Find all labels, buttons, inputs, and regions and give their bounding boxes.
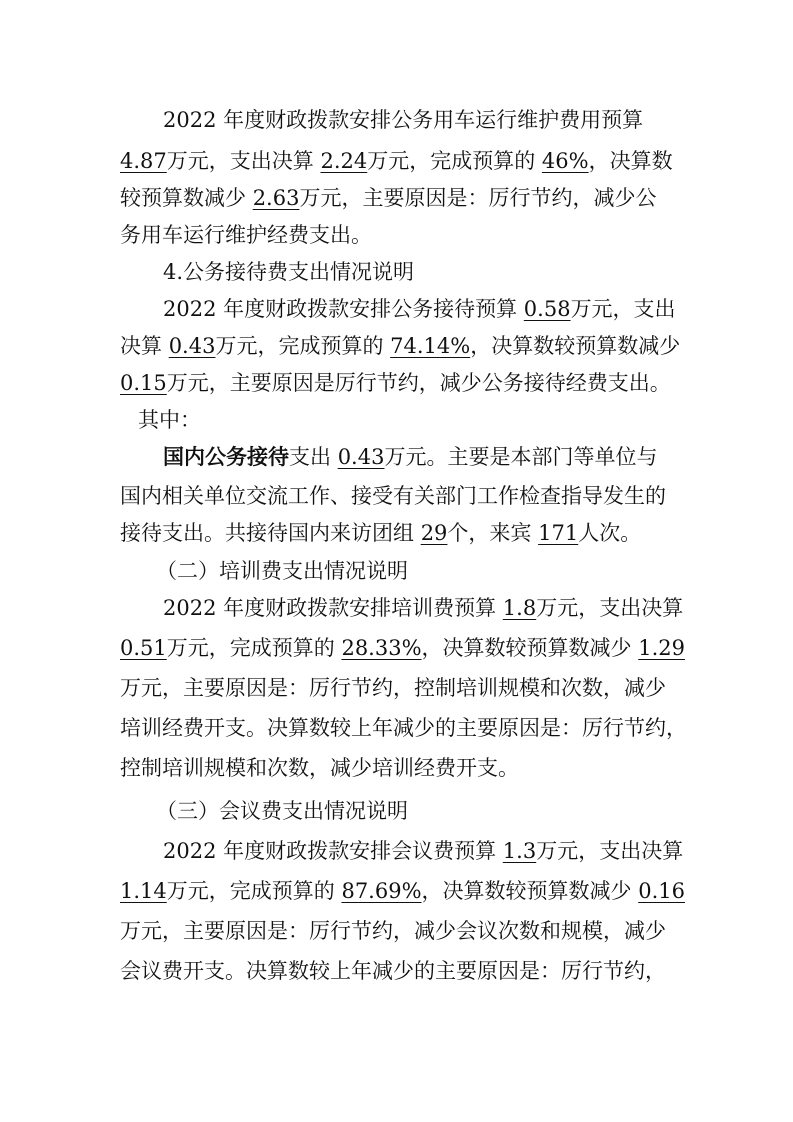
- paragraph-line: [120, 673, 666, 703]
- paragraph-line: [120, 481, 666, 511]
- text: 控制培训规模和次数，减少培训经费开支。: [120, 756, 519, 780]
- text: 万元，支出决算: [536, 839, 684, 863]
- text: 万元。主要是本部门等单位与: [384, 445, 658, 469]
- text: 万元，主要原因是：厉行节约，减少公: [299, 186, 657, 210]
- text: 国内相关单位交流工作、接受有关部门工作检查指导发生的: [120, 484, 666, 508]
- heading-text: （三）会议费支出情况说明: [156, 799, 408, 823]
- percent-value: 46%: [541, 149, 589, 173]
- amount-value: 0.58: [523, 297, 571, 321]
- paragraph-line: [163, 593, 683, 623]
- paragraph-line: [120, 368, 671, 398]
- amount-value: 0.15: [120, 371, 167, 395]
- paragraph-line: [120, 146, 673, 176]
- text: 接待支出。共接待国内来访团组: [120, 521, 421, 545]
- amount-value: 2.24: [320, 149, 368, 173]
- text: 万元，完成预算的: [367, 149, 542, 173]
- text: 支出: [289, 445, 338, 469]
- paragraph-line: [120, 956, 666, 986]
- paragraph-line: [120, 916, 666, 946]
- bold-label: 国内公务接待: [163, 444, 289, 469]
- text: ，决算数较预算数减少: [421, 636, 639, 660]
- text: 个，来宾: [447, 521, 539, 545]
- text: 万元，主要原因是：厉行节约，控制培训规模和次数，减少: [120, 676, 666, 700]
- paragraph-line: [163, 294, 676, 324]
- amount-value: 0.51: [120, 636, 167, 660]
- text: 万元，主要原因是厉行节约，减少公务接待经费支出。: [166, 371, 671, 395]
- text: 其中：: [138, 408, 201, 432]
- paragraph-line: [163, 836, 683, 866]
- amount-value: 0.16: [638, 879, 685, 903]
- paragraph-line: [120, 183, 656, 213]
- text: 万元，完成预算的: [215, 334, 391, 358]
- section-heading: [156, 556, 408, 586]
- text: ，决算数: [588, 149, 673, 173]
- amount-value: 1.29: [638, 636, 685, 660]
- text: 2022 年度财政拨款安排公务用车运行维护费用预算: [163, 108, 644, 132]
- paragraph-line: [120, 331, 680, 361]
- text: 务用车运行维护经费支出。: [120, 223, 372, 247]
- heading-text: （二）培训费支出情况说明: [156, 559, 408, 583]
- paragraph-line: [138, 405, 201, 435]
- amount-value: 0.43: [337, 445, 385, 469]
- text: 万元，完成预算的: [166, 636, 342, 660]
- paragraph-line: [163, 105, 643, 135]
- amount-value: 1.3: [502, 839, 537, 863]
- amount-value: 4.87: [120, 149, 167, 173]
- paragraph-line: [120, 633, 685, 663]
- paragraph-line: [120, 753, 519, 783]
- text: 2022 年度财政拨款安排公务接待预算: [163, 297, 524, 321]
- amount-value: 1.14: [120, 879, 167, 903]
- paragraph-line: [120, 220, 372, 250]
- percent-value: 28.33%: [341, 636, 422, 660]
- heading-text: 4.公务接待费支出情况说明: [163, 260, 415, 284]
- count-value: 171: [538, 521, 579, 545]
- amount-value: 0.43: [168, 334, 216, 358]
- text: 培训经费开支。决算数较上年减少的主要原因是：厉行节约，: [120, 716, 687, 740]
- text: 万元，支出: [570, 297, 676, 321]
- section-heading: [156, 796, 408, 826]
- count-value: 29: [420, 521, 448, 545]
- percent-value: 74.14%: [390, 334, 471, 358]
- percent-value: 87.69%: [341, 879, 422, 903]
- text: ，决算数较预算数减少: [470, 334, 681, 358]
- amount-value: 2.63: [252, 186, 300, 210]
- paragraph-line: [120, 713, 687, 743]
- text: 较预算数减少: [120, 186, 253, 210]
- text: 2022 年度财政拨款安排培训费预算: [163, 596, 503, 620]
- amount-value: 1.8: [502, 596, 537, 620]
- paragraph-line: [120, 518, 641, 548]
- text: 人次。: [578, 521, 642, 545]
- text: 万元，主要原因是：厉行节约，减少会议次数和规模，减少: [120, 919, 666, 943]
- text: ，决算数较预算数减少: [421, 879, 639, 903]
- text: 万元，完成预算的: [166, 879, 342, 903]
- paragraph-line: [120, 876, 685, 906]
- paragraph-line: [163, 442, 657, 472]
- text: 万元，支出决算: [536, 596, 684, 620]
- text: 万元，支出决算: [166, 149, 321, 173]
- section-heading: [163, 257, 414, 287]
- text: 决算: [120, 334, 169, 358]
- text: 2022 年度财政拨款安排会议费预算: [163, 839, 503, 863]
- text: 会议费开支。决算数较上年减少的主要原因是：厉行节约，: [120, 959, 666, 983]
